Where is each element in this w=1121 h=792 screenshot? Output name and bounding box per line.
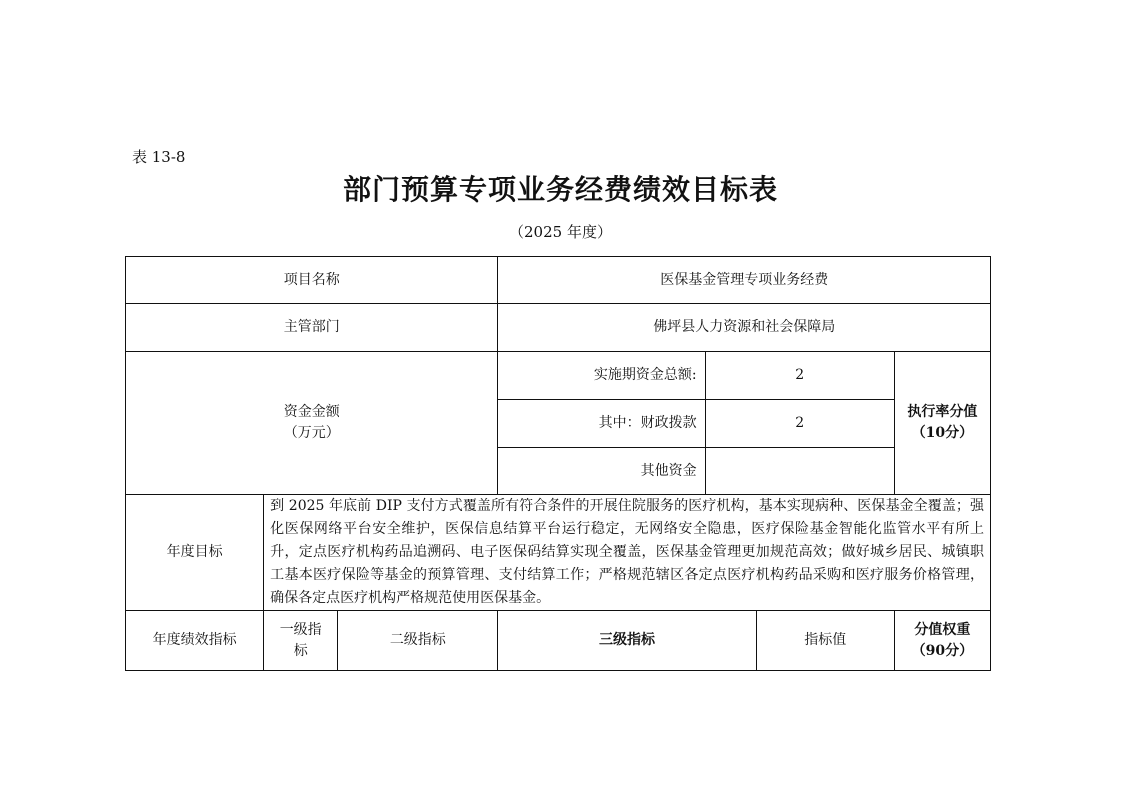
- total-funds-value: 2: [705, 352, 894, 400]
- other-funds-value: [705, 448, 894, 495]
- annual-goal-row: [126, 495, 991, 611]
- department-value: 佛坪县人力资源和社会保障局: [498, 304, 991, 352]
- funds-label-line1: 资金金额: [283, 404, 340, 420]
- level1-line1: 一级指: [279, 621, 322, 638]
- project-name-row: [126, 257, 991, 304]
- level2-indicator-header: 二级指标: [338, 611, 498, 671]
- execution-rate-score: [894, 352, 990, 495]
- total-funds-row: [126, 352, 991, 400]
- annual-goal-label: 年度目标: [126, 495, 264, 611]
- department-label: 主管部门: [126, 304, 498, 352]
- project-name-label: 项目名称: [126, 257, 498, 304]
- funds-label: [126, 352, 498, 495]
- funds-label-line2: （万元）: [283, 425, 340, 441]
- weight-line2: （90分）: [911, 642, 974, 659]
- total-funds-label: 实施期资金总额:: [498, 352, 705, 400]
- indicator-value-header: 指标值: [756, 611, 894, 671]
- page-title: 部门预算专项业务经费绩效目标表: [342, 173, 778, 206]
- annual-goal-text: 到 2025 年底前 DIP 支付方式覆盖所有符合条件的开展住院服务的医疗机构，基本实现病种、医保基金全覆盖；强化医保网络平台安全维护，医保信息结算平台运行稳定，无网络安全隐患，医疗保险基金智能化监管水平有所上升，定点医疗机构药品追溯码、电子医保码结算实现全覆盖，医保基金管理更加规范高效；做好城乡居民、城镇职工基本医疗保险等基金的预算管理、支付结算工作；严格规范辖区各定点医疗机构药品采购和医疗服务价格管理，确保各定点医疗机构严格规范使用医保基金。: [264, 495, 991, 611]
- execution-rate-line2: （10分）: [911, 425, 974, 441]
- other-funds-label: 其他资金: [498, 448, 705, 495]
- fiscal-funds-value: 2: [705, 400, 894, 448]
- annual-performance-label: 年度绩效指标: [126, 611, 264, 671]
- execution-rate-line1: 执行率分值: [907, 404, 978, 420]
- year-label: （2025 年度）: [509, 223, 612, 241]
- weight-line1: 分值权重: [914, 621, 971, 638]
- table-number: 表 13-8: [132, 148, 186, 166]
- indicator-header-row: [126, 611, 991, 671]
- level3-indicator-header: 三级指标: [498, 611, 756, 671]
- performance-table: [125, 256, 991, 671]
- weight-score-header: [894, 611, 990, 671]
- department-row: [126, 304, 991, 352]
- project-name-value: 医保基金管理专项业务经费: [498, 257, 991, 304]
- level1-indicator-header: [264, 611, 338, 671]
- fiscal-funds-label: 其中：财政拨款: [498, 400, 705, 448]
- level1-line2: 标: [293, 642, 308, 659]
